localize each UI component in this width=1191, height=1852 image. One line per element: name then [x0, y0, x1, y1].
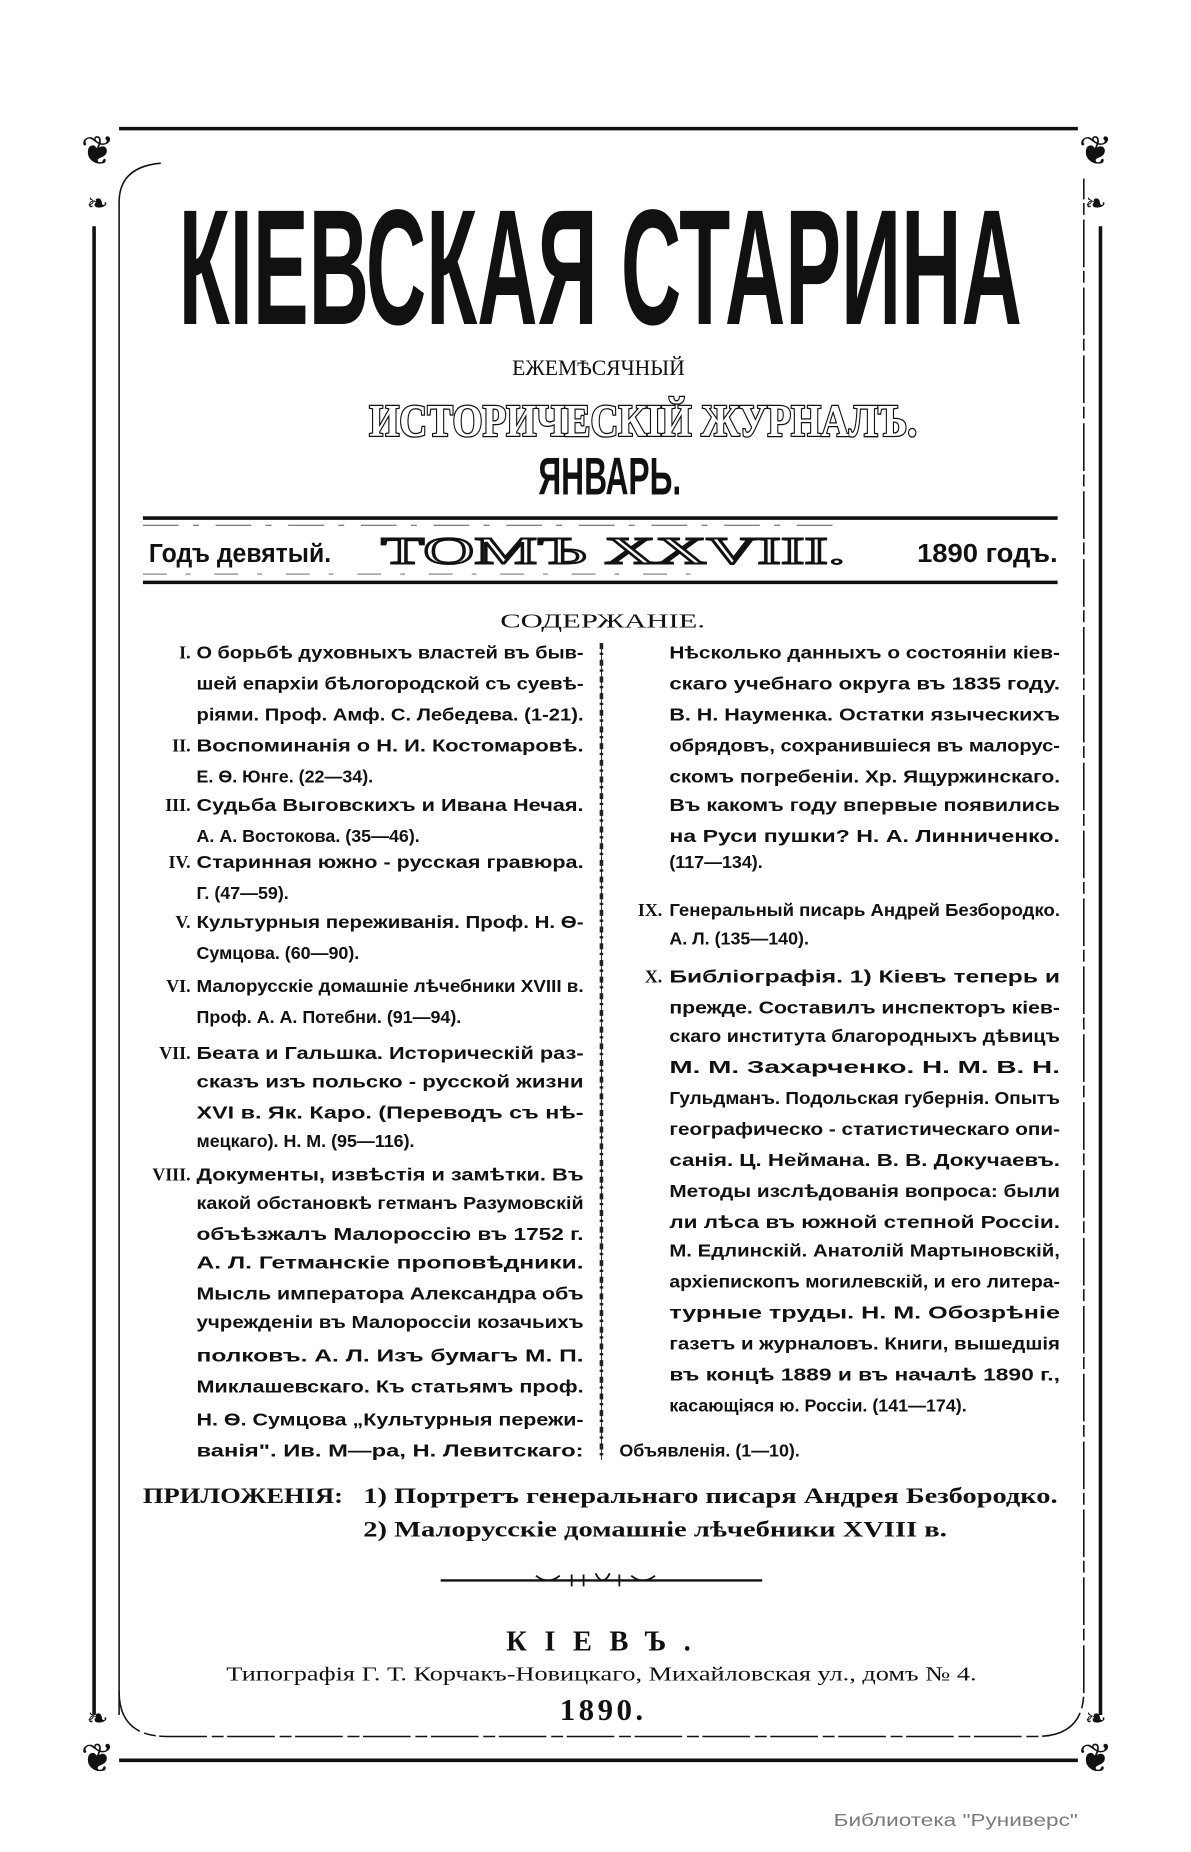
toc-line: Г. (47—59).	[196, 883, 289, 904]
imprint-printer: Типографія Г. Т. Корчакъ-Новицкаго, Михайловская ул., домъ № 4.	[226, 1663, 977, 1686]
toc-line: Проф. А. А. Потебни. (91—94).	[196, 1007, 462, 1028]
issue-month: ЯНВАРЬ.	[538, 448, 682, 507]
toc-line: Документы, извѣстія и замѣтки. Въ	[196, 1164, 584, 1185]
journal-title: КІЕВСКАЯ СТАРИНА	[178, 174, 1022, 359]
toc-line: В. Н. Науменка. Остатки языческихъ	[669, 704, 1060, 725]
toc-line: на Руси пушки? Н. А. Линниченко.	[669, 826, 1060, 847]
library-watermark: Библиотека "Руниверс"	[833, 1809, 1078, 1830]
toc-line: Беата и Гальшка. Историческій раз-	[196, 1042, 584, 1063]
toc-line: (117—134).	[669, 852, 763, 873]
toc-item-number: I.	[179, 642, 191, 663]
toc-item-number: IV.	[168, 852, 191, 873]
toc-line: О борьбѣ духовныхъ властей въ быв-	[196, 642, 584, 663]
toc-item-number: IX.	[637, 899, 663, 920]
toc-item-number: V.	[175, 911, 191, 932]
toc-line: какой обстановкѣ гетманъ Разумовскій	[196, 1192, 584, 1213]
toc-line: Малорусскіе домашніе лѣчебники XVIII в.	[196, 976, 584, 997]
toc-line: скомъ погребеніи. Хр. Ящуржинскаго.	[669, 766, 1060, 787]
subtitle-historical-journal: ИСТОРИЧЕСКІЙ ЖУРНАЛЪ.	[369, 395, 918, 446]
toc-line: санія. Ц. Неймана. В. В. Докучаевъ.	[669, 1149, 1060, 1170]
toc-line: Методы изслѣдованія вопроса: были	[669, 1180, 1060, 1201]
toc-line: касающіяся ю. Россіи. (141—174).	[669, 1395, 967, 1416]
toc-line: Н. Ѳ. Сумцова „Культурныя пережи-	[196, 1409, 584, 1430]
toc-line: Судьба Выговскихъ и Ивана Нечая.	[196, 795, 584, 816]
volume-number: ТОМЪ XXVIII.	[381, 530, 846, 573]
svg-text:❧: ❧	[86, 1703, 109, 1733]
svg-text:❧: ❧	[1084, 188, 1107, 218]
toc-line: скаго учебнаго округа въ 1835 году.	[669, 673, 1060, 694]
toc-line: А. А. Востокова. (35—46).	[196, 826, 420, 847]
toc-item-number: II.	[172, 735, 191, 756]
svg-text:❦: ❦	[80, 128, 115, 174]
toc-line: ріями. Проф. Амф. С. Лебедева. (1-21).	[196, 704, 584, 725]
svg-text:❧: ❧	[86, 188, 109, 218]
toc-item-number: VI.	[166, 976, 191, 997]
ornamental-divider	[441, 1573, 763, 1586]
toc-line: ли лѣса въ южной степной Россіи.	[669, 1211, 1060, 1232]
toc-line: сказъ изъ польско - русской жизни	[196, 1071, 584, 1092]
toc-line: полковъ. А. Л. Изъ бумагъ М. П.	[196, 1345, 584, 1366]
imprint-year: 1890.	[559, 1691, 644, 1727]
volume-year: 1890 годъ.	[917, 538, 1058, 569]
svg-text:❦: ❦	[1078, 1736, 1113, 1782]
contents-left-column	[152, 643, 583, 1461]
toc-line: Генеральный писарь Андрей Безбородко.	[669, 899, 1060, 920]
announcements-entry: Объявленія. (1—10).	[619, 1440, 800, 1461]
publication-year-label: Годъ девятый.	[148, 538, 332, 569]
toc-line: А. Л. (135—140).	[669, 928, 809, 949]
toc-line: ванія". Ив. М—ра, Н. Левитскаго:	[196, 1440, 584, 1461]
toc-line: М. Едлинскій. Анатолій Мартыновскій,	[669, 1240, 1060, 1261]
svg-text:❦: ❦	[80, 1736, 115, 1782]
supplement-item-2: 2) Малорусскіе домашніе лѣчебники XVIII в.	[363, 1516, 947, 1542]
supplements-label: ПРИЛОЖЕНІЯ:	[142, 1483, 344, 1509]
toc-line: географическо - статистическаго опи-	[669, 1119, 1061, 1140]
imprint-city: КІЕВЪ.	[506, 1626, 691, 1658]
toc-line: Старинная южно - русская гравюра.	[196, 852, 584, 873]
svg-text:❧: ❧	[1084, 1703, 1107, 1733]
toc-line: шей епархіи бѣлогородской съ суевѣ-	[196, 673, 584, 694]
toc-line: М. М. Захарченко. Н. М. В. Н.	[669, 1057, 1060, 1078]
toc-line: Нѣсколько данныхъ о состояніи кіев-	[669, 642, 1061, 663]
toc-line: прежде. Составилъ инспекторъ кіев-	[669, 997, 1061, 1018]
toc-line: мецкаго). Н. М. (95—116).	[196, 1130, 415, 1151]
toc-line: Культурныя переживанія. Проф. Н. Ѳ-	[196, 911, 584, 932]
contents-heading: СОДЕРЖАНІЕ.	[500, 610, 706, 633]
toc-item-number: X.	[644, 966, 663, 987]
toc-line: XVI в. Як. Каро. (Переводъ съ нѣ-	[196, 1102, 584, 1123]
toc-line: въ концѣ 1889 и въ началѣ 1890 г.,	[669, 1364, 1060, 1385]
toc-item-number: III.	[165, 795, 191, 816]
toc-line: А. Л. Гетманскіе проповѣдники.	[196, 1252, 584, 1273]
toc-line: Мысль императора Александра объ	[196, 1283, 584, 1304]
toc-item-number: VIII.	[152, 1164, 191, 1185]
toc-line: Миклашевскаго. Къ статьямъ проф.	[196, 1376, 584, 1397]
contents-right-column	[638, 643, 1060, 1416]
toc-line: Сумцова. (60—90).	[196, 942, 360, 963]
toc-item-number: VII.	[159, 1042, 191, 1063]
toc-line: турные труды. Н. М. Обозрѣніе	[669, 1302, 1061, 1323]
supplement-item-1: 1) Портретъ генеральнаго писаря Андрея Безбородко.	[363, 1483, 1058, 1509]
toc-line: Е. Ѳ. Юнге. (22—34).	[196, 766, 374, 787]
toc-line: обрядовъ, сохранившіеся въ малорус-	[669, 735, 1061, 756]
toc-line: скаго института благородныхъ дѣвицъ	[669, 1026, 1060, 1047]
toc-line: Воспоминанія о Н. И. Костомаровѣ.	[196, 735, 584, 756]
toc-line: Въ какомъ году впервые появились	[669, 795, 1060, 816]
toc-line: газетъ и журналовъ. Книги, вышедшія	[669, 1333, 1060, 1354]
svg-text:❦: ❦	[1078, 128, 1113, 174]
toc-line: архіепископъ могилевскій, и его литера-	[669, 1271, 1061, 1292]
toc-line: объѣзжалъ Малороссію въ 1752 г.	[196, 1223, 584, 1244]
toc-line: учрежденіи въ Малороссіи козачьихъ	[196, 1311, 584, 1332]
toc-line: Библіографія. 1) Кіевъ теперь и	[669, 966, 1060, 987]
toc-line: Гульдманъ. Подольская губернія. Опытъ	[669, 1088, 1060, 1109]
subtitle-monthly: ЕЖЕМѢСЯЧНЫЙ	[512, 355, 685, 381]
